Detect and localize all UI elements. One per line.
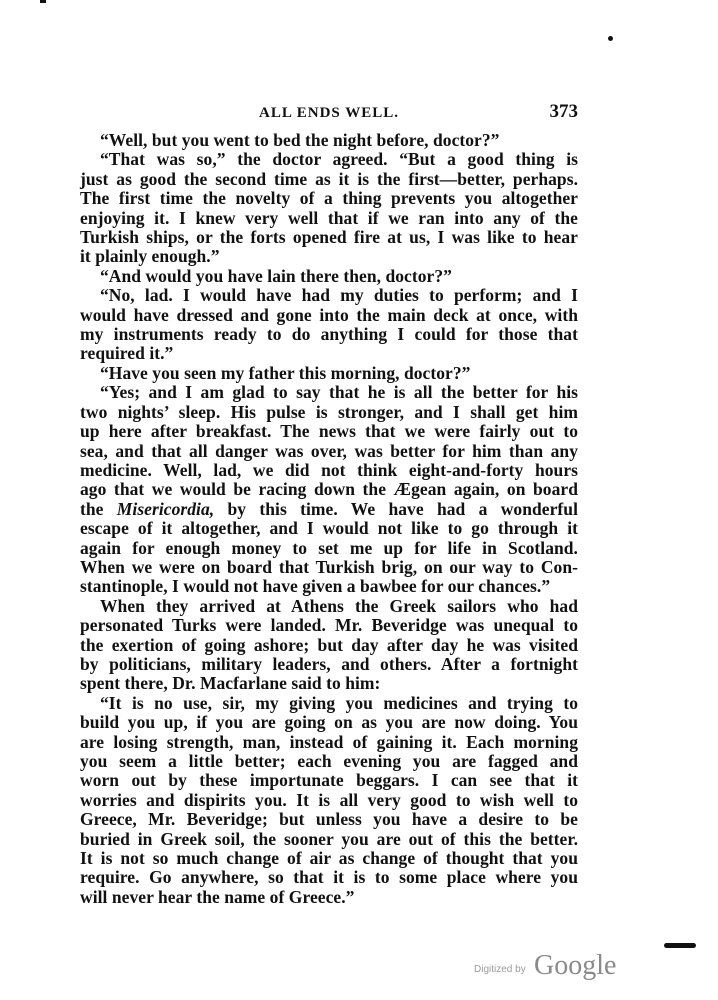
watermark-prefix: Digitized by bbox=[474, 964, 526, 975]
text-line: ago that we would be racing down the Ægean again, on board bbox=[80, 479, 578, 500]
text-line: buried in Greek soil, the sooner you are out of this the better. bbox=[80, 828, 578, 849]
ship-name: Misericordia, bbox=[116, 498, 215, 519]
text-line: you seem a little better; each evening you are fagged and bbox=[80, 751, 578, 771]
text-line: spent there, Dr. Macfarlane said to him: bbox=[80, 673, 381, 694]
text-line: “That was so,” the doctor agreed. “But a good thing is bbox=[100, 149, 578, 170]
running-head bbox=[80, 101, 578, 127]
text-line: would have dressed and gone into the main deck at once, with bbox=[80, 304, 578, 325]
digitized-watermark bbox=[474, 952, 624, 982]
text-line: my instruments ready to do anything I could for those that bbox=[80, 324, 578, 345]
paragraph bbox=[80, 131, 578, 150]
text-line: just as good the second time as it is the first—better, perhaps. bbox=[80, 168, 578, 189]
text-line: “Well, but you went to bed the night before, doctor?” bbox=[100, 130, 500, 150]
text-line: “And would you have lain there then, doctor?” bbox=[100, 265, 452, 286]
text-line: it plainly enough.” bbox=[80, 246, 220, 267]
text-line: When they arrived at Athens the Greek sailors who had bbox=[100, 595, 578, 616]
paragraph bbox=[80, 267, 578, 286]
text-line: “Yes; and I am glad to say that he is all the better for his bbox=[100, 382, 578, 403]
text-fragment: by this time. We have had a wonderful bbox=[227, 498, 578, 519]
text-line: The first time the novelty of a thing prevents you altogether bbox=[80, 188, 578, 209]
text-line: “Have you seen my father this morning, doctor?” bbox=[100, 362, 471, 383]
paragraph bbox=[80, 364, 578, 383]
running-title: ALL ENDS WELL. bbox=[258, 105, 400, 121]
body-text bbox=[80, 131, 578, 907]
text-line: up here after breakfast. The news that we were fairly out to bbox=[80, 421, 578, 442]
text-line: personated Turks were landed. Mr. Beveridge was unequal to bbox=[80, 615, 578, 636]
scan-speck bbox=[664, 943, 696, 948]
paragraph bbox=[80, 150, 578, 266]
text-line: stantinople, I would not have given a bawbee for our chances.” bbox=[80, 576, 551, 597]
text-line: will never hear the name of Greece.” bbox=[80, 886, 355, 907]
scan-speck bbox=[40, 0, 46, 3]
text-line: It is not so much change of air as change of thought that you bbox=[80, 848, 578, 869]
text-line: build you up, if you are going on as you are now doing. You bbox=[80, 712, 578, 733]
paragraph bbox=[80, 383, 578, 596]
page-number: 373 bbox=[549, 101, 578, 122]
text-line: worries and dispirits you. It is all very good to wish well to bbox=[80, 789, 578, 810]
text-line: worn out by these importunate beggars. I can see that it bbox=[80, 770, 578, 791]
text-line: sea, and that all danger was over, was better for him than any bbox=[80, 440, 578, 461]
text-fragment: the bbox=[80, 498, 104, 519]
paragraph bbox=[80, 286, 578, 364]
text-line bbox=[80, 500, 578, 519]
text-line: again for enough money to set me up for life in Scotland. bbox=[80, 537, 578, 558]
text-line: “It is no use, sir, my giving you medicines and trying to bbox=[100, 692, 578, 713]
google-logo: Google bbox=[534, 950, 617, 981]
text-line: medicine. Well, lad, we did not think eight-and-forty hours bbox=[80, 459, 578, 480]
text-line: escape of it altogether, and I would not like to go through it bbox=[80, 518, 578, 539]
text-line: two nights’ sleep. His pulse is stronger, and I shall get him bbox=[80, 401, 578, 422]
paragraph bbox=[80, 694, 578, 907]
text-line: Greece, Mr. Beveridge; but unless you have a desire to be bbox=[80, 809, 578, 830]
text-line: are losing strength, man, instead of gaining it. Each morning bbox=[80, 731, 578, 752]
paragraph bbox=[80, 597, 578, 694]
text-line: Turkish ships, or the forts opened fire at us, I was like to hear bbox=[80, 227, 578, 248]
text-line: require. Go anywhere, so that it is to some place where you bbox=[80, 867, 578, 888]
text-line: by politicians, military leaders, and others. After a fortnight bbox=[80, 653, 578, 674]
text-line: enjoying it. I knew very well that if we ran into any of the bbox=[80, 207, 578, 228]
text-line: “No, lad. I would have had my duties to perform; and I bbox=[100, 285, 578, 306]
text-line: When we were on board that Turkish brig, on our way to Con- bbox=[80, 556, 578, 577]
text-line: required it.” bbox=[80, 343, 174, 364]
scan-speck bbox=[608, 36, 613, 41]
text-line: the exertion of going ashore; but day after day he was visited bbox=[80, 634, 578, 655]
